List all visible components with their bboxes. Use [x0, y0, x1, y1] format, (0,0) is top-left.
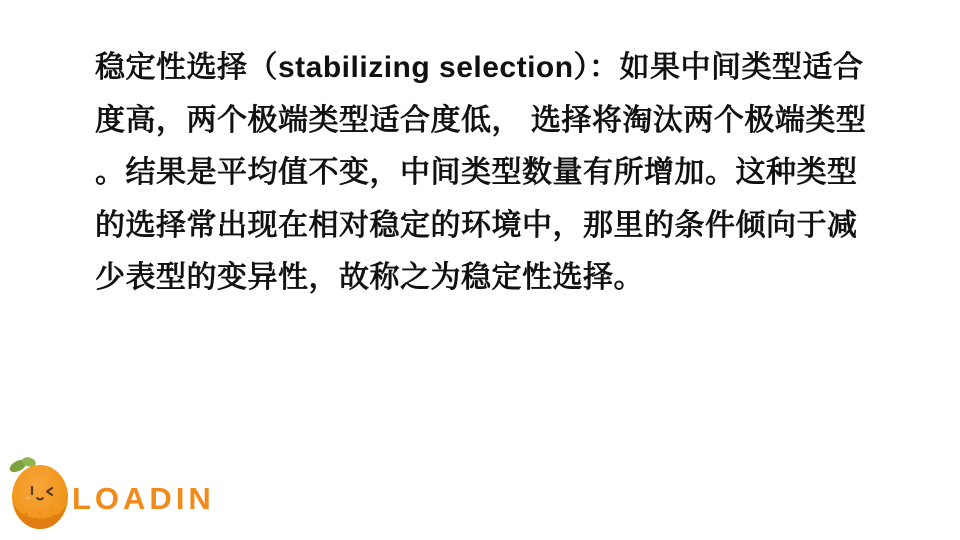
- paragraph: [95, 42, 885, 305]
- paragraph-line: 的选择常出现在相对稳定的环境中，那里的条件倾向于减: [95, 208, 858, 242]
- paragraph-line: 稳定性选择（stabilizing selection）：如果中间类型适合: [95, 51, 864, 84]
- orange-mascot-icon: [8, 452, 70, 532]
- logo-text: LOADIN: [72, 481, 215, 516]
- paragraph-line: 度高，两个极端类型适合度低， 选择将淘汰两个极端类型: [95, 103, 867, 137]
- logo: [8, 452, 215, 532]
- paragraph-line: 。结果是平均值不变，中间类型数量有所增加。这种类型: [95, 156, 858, 189]
- paragraph-line: 少表型的变异性，故称之为稳定性选择。: [95, 261, 644, 294]
